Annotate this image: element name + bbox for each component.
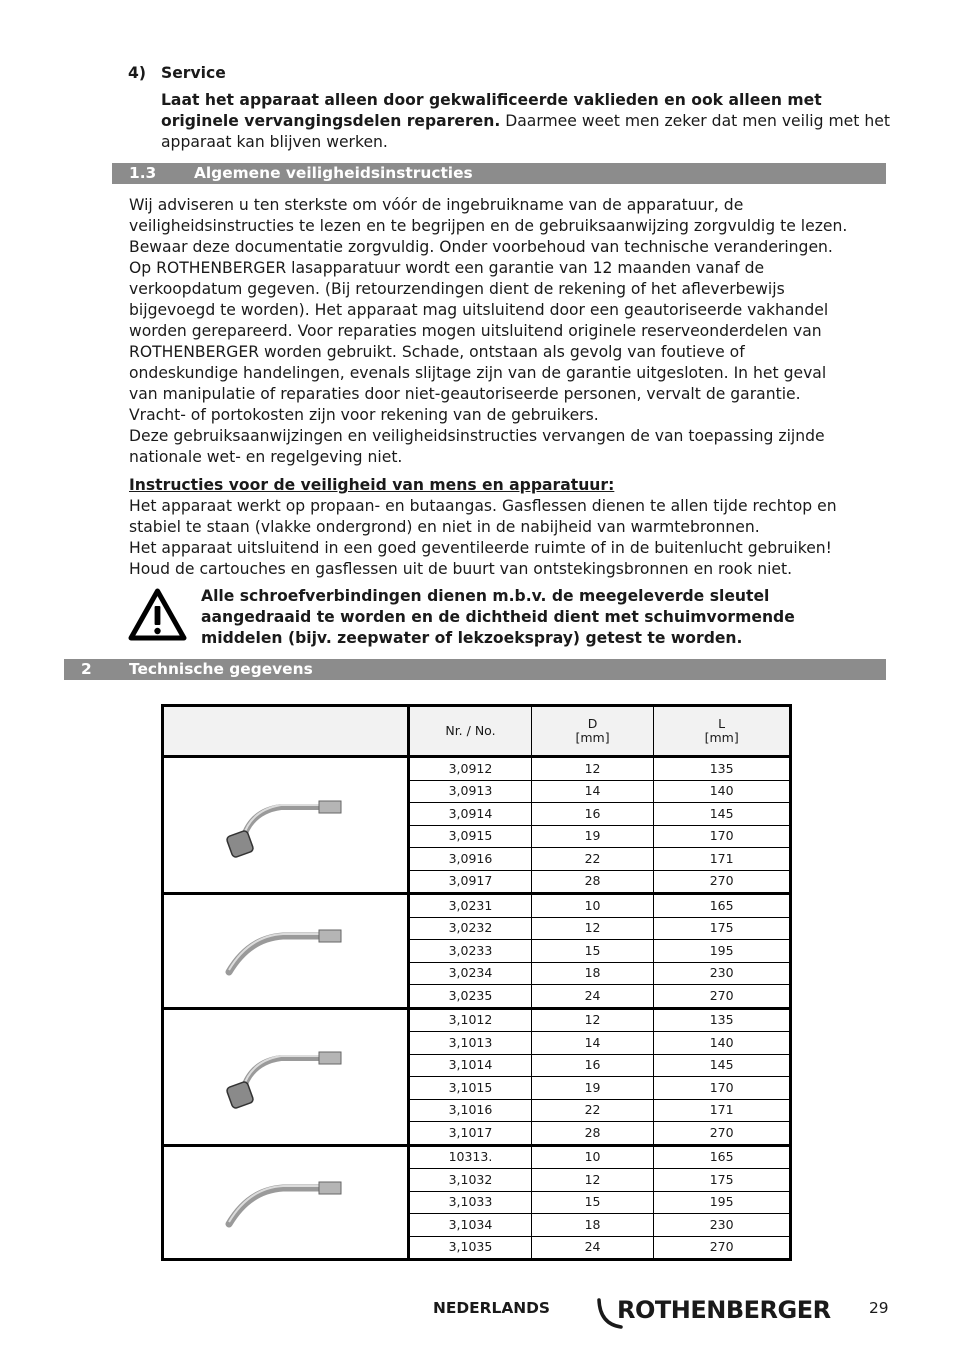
cell-l: 145 bbox=[654, 803, 791, 826]
cell-l: 135 bbox=[654, 1008, 791, 1032]
cell-l: 175 bbox=[654, 1169, 791, 1192]
header-l-unit: [mm] bbox=[704, 730, 739, 745]
cell-nr: 3,1013 bbox=[409, 1032, 532, 1055]
cell-d: 19 bbox=[531, 1077, 654, 1100]
cell-d: 10 bbox=[531, 1145, 654, 1169]
cell-d: 16 bbox=[531, 803, 654, 826]
cell-nr: 3,1016 bbox=[409, 1099, 532, 1122]
section-2-header bbox=[64, 659, 886, 680]
service-paragraph bbox=[161, 90, 891, 153]
service-bold-text: Laat het apparaat alleen door gekwalificeerde vaklieden en ook alleen met originele vervangingsdelen repareren. bbox=[161, 91, 822, 130]
cell-nr: 3,0913 bbox=[409, 780, 532, 803]
cell-nr: 3,1032 bbox=[409, 1169, 532, 1192]
cell-l: 270 bbox=[654, 1122, 791, 1146]
product-image-cell bbox=[163, 1145, 409, 1260]
cell-nr: 10313. bbox=[409, 1145, 532, 1169]
cell-l: 171 bbox=[654, 848, 791, 871]
cell-nr: 3,0234 bbox=[409, 962, 532, 985]
cell-nr: 3,1017 bbox=[409, 1122, 532, 1146]
section-1-3-title: Algemene veiligheidsinstructies bbox=[194, 164, 473, 182]
cell-nr: 3,0231 bbox=[409, 894, 532, 918]
cell-l: 170 bbox=[654, 1077, 791, 1100]
cell-nr: 3,1035 bbox=[409, 1236, 532, 1260]
section-1-3-header bbox=[112, 163, 886, 184]
cell-nr: 3,1012 bbox=[409, 1008, 532, 1032]
cell-l: 135 bbox=[654, 757, 791, 781]
cell-d: 12 bbox=[531, 757, 654, 781]
cell-d: 24 bbox=[531, 985, 654, 1009]
cell-d: 15 bbox=[531, 940, 654, 963]
cell-d: 14 bbox=[531, 1032, 654, 1055]
section-1-3-body bbox=[129, 195, 857, 468]
section-2-title: Technische gegevens bbox=[129, 660, 313, 678]
safety-block bbox=[129, 475, 857, 580]
cell-nr: 3,1014 bbox=[409, 1054, 532, 1077]
cell-d: 28 bbox=[531, 1122, 654, 1146]
cell-d: 28 bbox=[531, 870, 654, 894]
cell-l: 140 bbox=[654, 780, 791, 803]
table-row bbox=[163, 894, 791, 918]
cell-d: 18 bbox=[531, 1214, 654, 1237]
product-image-cell bbox=[163, 894, 409, 1009]
table-row bbox=[163, 1008, 791, 1032]
cell-l: 165 bbox=[654, 1145, 791, 1169]
cell-l: 171 bbox=[654, 1099, 791, 1122]
cell-l: 195 bbox=[654, 1191, 791, 1214]
cell-nr: 3,0912 bbox=[409, 757, 532, 781]
cell-nr: 3,1034 bbox=[409, 1214, 532, 1237]
brand-name: ROTHENBERGER bbox=[617, 1296, 831, 1324]
service-number: 4) bbox=[128, 64, 146, 82]
cell-d: 12 bbox=[531, 917, 654, 940]
warning-triangle-icon bbox=[128, 588, 187, 642]
burner-nozzle-bent-large-icon bbox=[221, 789, 351, 859]
cell-d: 24 bbox=[531, 1236, 654, 1260]
safety-subheading: Instructies voor de veiligheid van mens en apparatuur: bbox=[129, 476, 615, 494]
cell-l: 230 bbox=[654, 962, 791, 985]
header-nr: Nr. / No. bbox=[409, 706, 532, 757]
cell-nr: 3,1015 bbox=[409, 1077, 532, 1100]
technical-data-table bbox=[161, 704, 792, 1261]
product-image-cell bbox=[163, 757, 409, 894]
header-image-cell bbox=[163, 706, 409, 757]
cell-d: 22 bbox=[531, 1099, 654, 1122]
cell-d: 14 bbox=[531, 780, 654, 803]
page-number: 29 bbox=[869, 1299, 889, 1317]
cell-l: 175 bbox=[654, 917, 791, 940]
cell-d: 15 bbox=[531, 1191, 654, 1214]
cell-d: 18 bbox=[531, 962, 654, 985]
cell-nr: 3,0914 bbox=[409, 803, 532, 826]
cell-nr: 3,1033 bbox=[409, 1191, 532, 1214]
cell-l: 270 bbox=[654, 870, 791, 894]
burner-nozzle-bent-large-icon bbox=[221, 1040, 351, 1110]
body-paragraph: Wij adviseren u ten sterkste om vóór de ingebruikname van de apparatuur, de veiligheidsinstructies te lezen en te begrijpen en de gebruiksaanwijzing zorgvuldig te lezen. Bewaar deze documentatie zorgvuldig. Onder voorbehoud van technische veranderingen. bbox=[129, 196, 848, 256]
safety-paragraph: Het apparaat uitsluitend in een goed geventileerde ruimte of in de buitenlucht gebruiken! Houd de cartouches en gasflessen uit de buurt van ontstekingsbronnen en rook niet. bbox=[129, 539, 832, 578]
service-normal-text: Daarmee weet men zeker dat men veilig met het apparaat kan blijven werken. bbox=[161, 112, 890, 151]
table-row bbox=[163, 757, 791, 781]
header-d-name: D bbox=[587, 716, 598, 731]
cell-nr: 3,0916 bbox=[409, 848, 532, 871]
cell-l: 270 bbox=[654, 1236, 791, 1260]
section-2-number: 2 bbox=[81, 660, 92, 678]
table-row bbox=[163, 1145, 791, 1169]
cell-d: 19 bbox=[531, 825, 654, 848]
footer-language: NEDERLANDS bbox=[433, 1299, 550, 1317]
header-d bbox=[531, 706, 654, 757]
cell-l: 145 bbox=[654, 1054, 791, 1077]
table-header-row bbox=[163, 706, 791, 757]
cell-nr: 3,0915 bbox=[409, 825, 532, 848]
brand-logo bbox=[595, 1294, 840, 1332]
cell-d: 12 bbox=[531, 1169, 654, 1192]
burner-nozzle-bent-slim-icon bbox=[221, 914, 351, 984]
safety-paragraph: Het apparaat werkt op propaan- en butaangas. Gasflessen dienen te allen tijde rechtop en stabiel te staan (vlakke ondergrond) en niet in de nabijheid van warmtebronnen. bbox=[129, 497, 837, 536]
body-paragraph: Deze gebruiksaanwijzingen en veiligheidsinstructies vervangen de van toepassing zijnde nationale wet- en regelgeving niet. bbox=[129, 427, 825, 466]
header-l-name: L bbox=[718, 716, 726, 731]
service-title: Service bbox=[161, 64, 226, 82]
warning-text: Alle schroefverbindingen dienen m.b.v. de meegeleverde sleutel aangedraaid te worden en de dichtheid dient met schuimvormende middelen (bijv. zeepwater of lekzoekspray) getest te worden. bbox=[201, 587, 795, 647]
cell-l: 195 bbox=[654, 940, 791, 963]
cell-d: 10 bbox=[531, 894, 654, 918]
cell-l: 140 bbox=[654, 1032, 791, 1055]
section-1-3-number: 1.3 bbox=[129, 164, 157, 182]
cell-l: 170 bbox=[654, 825, 791, 848]
cell-d: 12 bbox=[531, 1008, 654, 1032]
cell-nr: 3,0917 bbox=[409, 870, 532, 894]
product-image-cell bbox=[163, 1008, 409, 1145]
cell-nr: 3,0232 bbox=[409, 917, 532, 940]
cell-d: 16 bbox=[531, 1054, 654, 1077]
header-l bbox=[654, 706, 791, 757]
cell-l: 165 bbox=[654, 894, 791, 918]
cell-d: 22 bbox=[531, 848, 654, 871]
cell-nr: 3,0233 bbox=[409, 940, 532, 963]
burner-nozzle-bent-slim-icon bbox=[221, 1166, 351, 1236]
header-d-unit: [mm] bbox=[575, 730, 610, 745]
cell-nr: 3,0235 bbox=[409, 985, 532, 1009]
cell-l: 230 bbox=[654, 1214, 791, 1237]
body-paragraph: Op ROTHENBERGER lasapparatuur wordt een garantie van 12 maanden vanaf de verkoopdatum gegeven. (Bij retourzendingen dient de rekening of het afleverbewijs bijgevoegd te worden). Het apparaat mag uitsluitend door een geautoriseerde vakhandel worden gerepareerd. Voor reparaties mogen uitsluitend originele reserveonderdelen van ROTHENBERGER worden gebruikt. Schade, ontstaan als gevolg van foutieve of ondeskundige handelingen, evenals slijtage zijn van de garantie uitgesloten. In het geval van manipulatie of reparaties door niet-geautoriseerde personen, vervalt de garantie. Vracht- of portokosten zijn voor rekening van de gebruikers. bbox=[129, 259, 829, 424]
cell-l: 270 bbox=[654, 985, 791, 1009]
